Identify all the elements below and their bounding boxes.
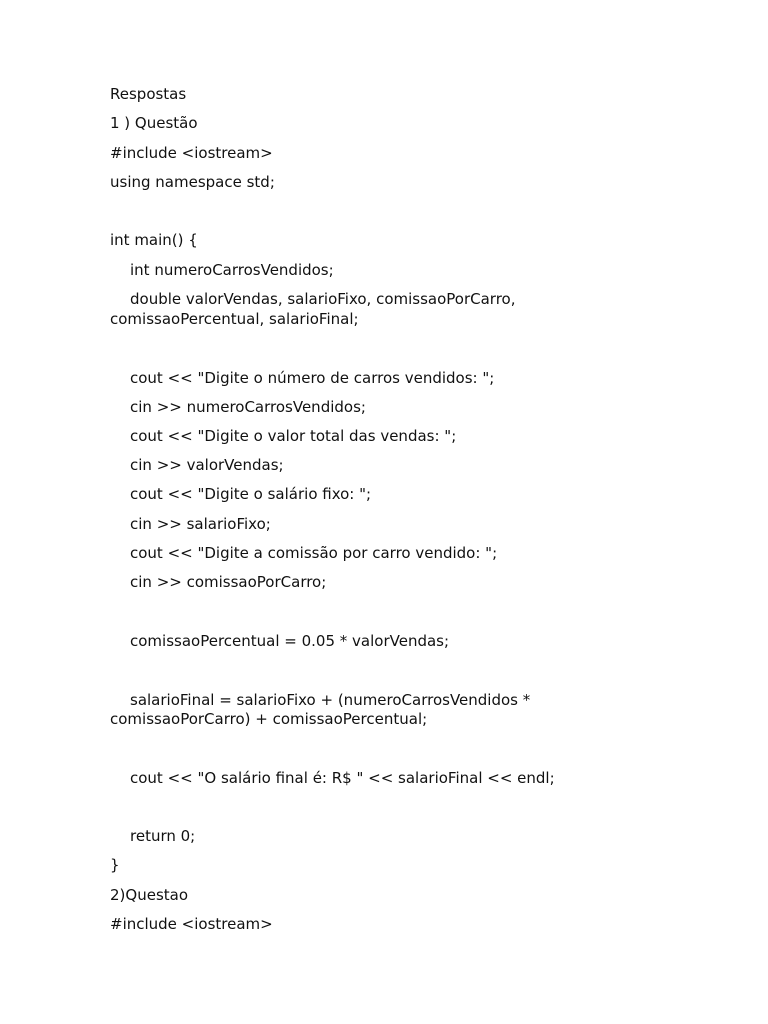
code-line-cin-1: cin >> numeroCarrosVendidos;	[130, 398, 366, 416]
code-line-calc-percent: comissaoPercentual = 0.05 * valorVendas;	[130, 632, 450, 650]
code-line-using: using namespace std;	[110, 173, 275, 191]
code-line-decl-double-2: comissaoPercentual, salarioFinal;	[110, 310, 359, 328]
code-line-cin-3: cin >> salarioFixo;	[130, 515, 271, 533]
code-line-return: return 0;	[130, 827, 196, 845]
code-line-decl-int: int numeroCarrosVendidos;	[130, 261, 334, 279]
question-1-label: 1 ) Questão	[110, 114, 198, 132]
code-line-cout-2: cout << "Digite o valor total das vendas: ";	[130, 427, 457, 445]
code-line-main-open: int main() {	[110, 231, 198, 249]
code-line-cout-1: cout << "Digite o número de carros vendidos: ";	[130, 369, 495, 387]
code-line-include: #include <iostream>	[110, 144, 273, 162]
code-line-calc-final-2: comissaoPorCarro) + comissaoPercentual;	[110, 710, 428, 728]
code-line-cin-4: cin >> comissaoPorCarro;	[130, 573, 327, 591]
code-line-cin-2: cin >> valorVendas;	[130, 456, 284, 474]
code-line-main-close: }	[110, 856, 120, 874]
heading: Respostas	[110, 85, 187, 103]
code-line-cout-4: cout << "Digite a comissão por carro vendido: ";	[130, 544, 498, 562]
code-line-calc-final-1: salarioFinal = salarioFixo + (numeroCarrosVendidos *	[130, 691, 531, 709]
code-line-decl-double-1: double valorVendas, salarioFixo, comissaoPorCarro,	[130, 290, 516, 308]
code-line-cout-result: cout << "O salário final é: R$ " << salarioFinal << endl;	[130, 769, 555, 787]
code-line-cout-3: cout << "Digite o salário fixo: ";	[130, 485, 372, 503]
question-2-label: 2)Questao	[110, 886, 189, 904]
code-line-q2-include: #include <iostream>	[110, 915, 273, 933]
